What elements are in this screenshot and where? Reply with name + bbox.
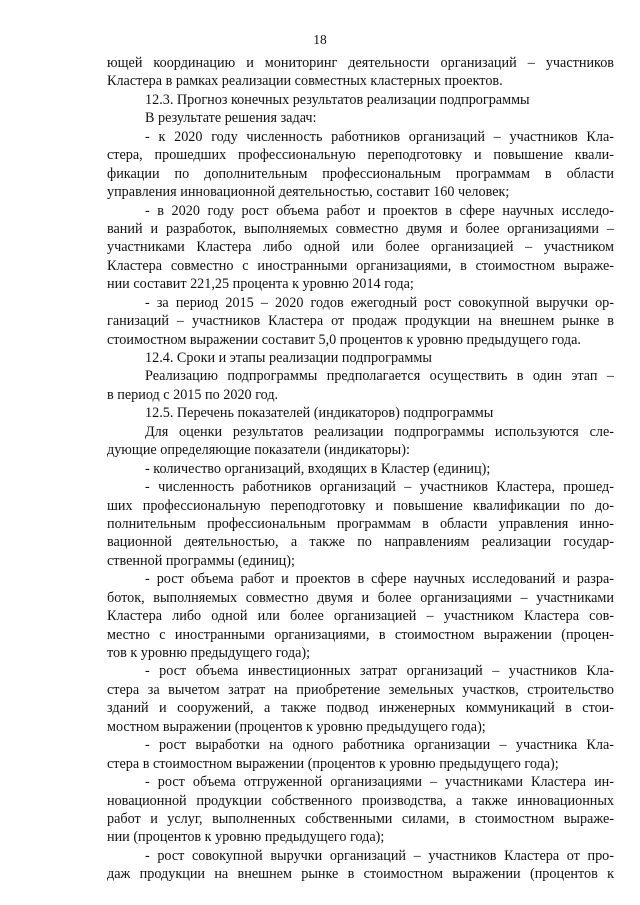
text-line: зданий и сооружений, а также подвод инженерных коммуникаций в стои- [107, 700, 614, 717]
text-line: Реализацию подпрограммы предполагается осуществить в один этап – [145, 368, 614, 385]
text-line: - рост совокупной выручки организаций – участников Кластера от про- [145, 847, 614, 864]
text-line: дующие определяющие показатели (индикаторы): [107, 442, 410, 459]
text-line: Для оценки результатов реализации подпрограммы используются сле- [145, 423, 614, 440]
text-line: управления инновационной деятельностью, составит 160 человек; [107, 184, 510, 201]
text-line: - численность работников организаций – участников Кластера, прошед- [145, 479, 614, 496]
text-line: участниками Кластера либо одной или более организацией – участником [107, 239, 614, 256]
text-line: боток, выполняемых совместно двумя и более организациями – участниками [107, 589, 614, 606]
text-line: полнительным профессиональным программам в области управления инно- [107, 515, 614, 532]
text-line: ваний и разработок, выполняемых совместно двумя и более организациями – [107, 220, 614, 237]
text-line: - в 2020 году рост объема работ и проектов в сфере научных исследо- [145, 202, 614, 219]
text-line: работ и услуг, выполненных собственными силами, в стоимостном выраже- [107, 810, 614, 827]
text-line: Кластера в рамках реализации совместных кластерных проектов. [107, 73, 503, 90]
text-line: - количество организаций, входящих в Кластер (единиц); [145, 460, 491, 477]
text-line: - рост объема работ и проектов в сфере научных исследований и разра- [145, 571, 614, 588]
text-line: 12.4. Сроки и этапы реализации подпрограммы [145, 350, 432, 366]
text-line: - рост объема отгруженной организациями – участниками Кластера ин- [145, 774, 614, 791]
text-line: новационной продукции собственного производства, а также инновационных [107, 792, 614, 809]
text-line: стера за вычетом затрат на приобретение земельных участков, строительство [107, 681, 614, 698]
text-line: - рост объема инвестиционных затрат организаций – участников Кла- [145, 663, 614, 680]
text-line: тов к уровню предыдущего года); [107, 645, 311, 661]
text-line: стера, прошедших профессиональную переподготовку и повышение квали- [107, 147, 614, 164]
text-line: вационной деятельностью, а также по направлениям реализации государ- [107, 534, 614, 551]
text-line: ственной программы (единиц); [107, 552, 295, 569]
text-line: даж продукции на внешнем рынке в стоимостном выражении (процентов к [107, 866, 614, 883]
text-line: ганизаций – участников Кластера от продаж продукции на внешнем рынке в [107, 313, 614, 330]
text-line: фикации по дополнительным профессиональным программам в области [107, 165, 614, 182]
text-line: Кластера либо одной или более организацией – участником Кластера сов- [107, 608, 614, 625]
text-line: в период с 2015 по 2020 год. [107, 386, 279, 403]
text-line: 12.3. Прогноз конечных результатов реализации подпрограммы [145, 91, 530, 108]
text-line: 12.5. Перечень показателей (индикаторов) подпрограммы [145, 405, 494, 422]
text-line: стоимостном выражении составит 5,0 процентов к уровню предыдущего года. [107, 331, 581, 348]
text-line: местно с иностранными организациями, в стоимостном выражении (процен- [107, 626, 614, 643]
document-body [107, 54, 614, 884]
text-line: нии (процентов к уровню предыдущего года); [107, 829, 385, 846]
text-line: В результате решения задач: [145, 110, 317, 127]
text-line: ших профессиональную переподготовку и повышение квалификации по до- [107, 497, 614, 514]
text-line: - рост выработки на одного работника организации – участника Кла- [145, 737, 614, 754]
page-number: 18 [313, 32, 327, 47]
text-line: - к 2020 году численность работников организаций – участников Кла- [145, 128, 614, 145]
text-line: ющей координацию и мониторинг деятельности организаций – участников [107, 55, 614, 71]
text-line: нии составит 221,25 процента к уровню 2014 года; [107, 276, 414, 293]
text-line: Кластера совместно с иностранными организациями, в стоимостном выраже- [107, 257, 614, 274]
text-line: мостном выражении (процентов к уровню предыдущего года); [107, 718, 486, 735]
text-line: - за период 2015 – 2020 годов ежегодный рост совокупной выручки ор- [145, 294, 614, 311]
text-line: стера в стоимостном выражении (процентов к уровню предыдущего года); [107, 755, 559, 772]
